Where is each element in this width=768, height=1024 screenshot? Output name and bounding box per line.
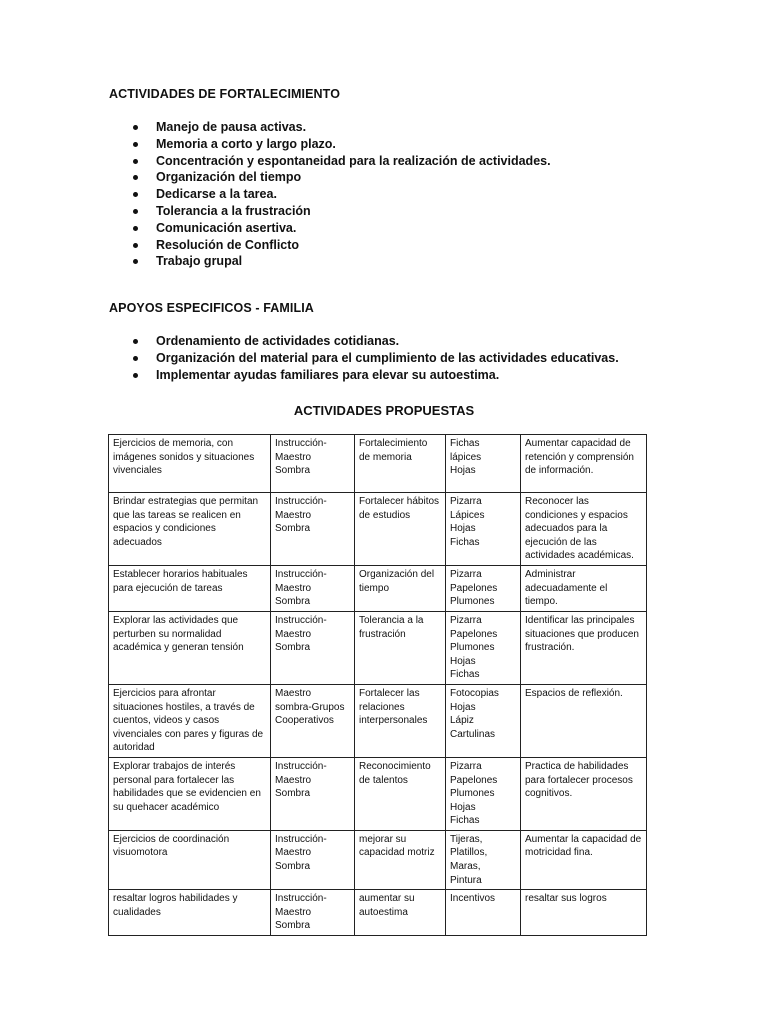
cell-line: Ejercicios de coordinación visuomotora — [113, 833, 230, 859]
section-title-apoyos-familia: APOYOS ESPECIFICOS - FAMILIA — [109, 301, 314, 315]
list-item — [109, 333, 619, 350]
activity-cell — [109, 565, 271, 611]
list-item-text: Comunicación asertiva. — [156, 220, 297, 235]
cell-line: Papelones — [450, 774, 498, 786]
cell-line: Tolerancia a la frustración — [359, 614, 424, 640]
cell-line: Fichas — [450, 815, 480, 827]
table-row — [109, 493, 647, 566]
modality-cell — [271, 611, 355, 684]
bullet-icon — [133, 125, 138, 130]
cell-line: Sombra — [275, 465, 311, 477]
expected-outcome-cell — [521, 435, 647, 493]
list-item-text: Dedicarse a la tarea. — [156, 187, 277, 202]
table-row — [109, 565, 647, 611]
cell-line: Instrucción- — [275, 833, 327, 845]
cell-line: Ejercicios para afrontar situaciones hostiles, a través de cuentos, videos y casos vivenciales con pares y figuras de autoridad — [113, 687, 264, 754]
cell-line: Instrucción- — [275, 496, 327, 507]
cell-line: Ejercicios de memoria, con imágenes sonidos y situaciones vivenciales — [113, 438, 255, 477]
table-row — [109, 890, 647, 936]
cell-line: Hojas — [450, 801, 476, 813]
expected-outcome-cell — [521, 611, 647, 684]
list-item — [109, 350, 619, 367]
cell-line: Reconocer las condiciones y espacios adecuados para la ejecución de las actividades académicas. — [525, 496, 634, 562]
objective-cell — [355, 757, 446, 830]
cell-line: Fortalecer las relaciones interpersonales — [359, 687, 428, 727]
cell-line: Pizarra — [450, 568, 482, 580]
objective-cell — [355, 830, 446, 889]
cell-line: Fichas — [450, 669, 480, 681]
cell-line: Hojas — [450, 523, 476, 535]
bullet-icon — [133, 159, 138, 164]
cell-line: Administrar adecuadamente el tiempo. — [525, 568, 608, 608]
cell-line: Practica de habilidades para fortalecer procesos cognitivos. — [525, 760, 633, 800]
modality-cell — [271, 830, 355, 889]
list-item — [109, 220, 551, 237]
cell-line: Instrucción- — [275, 760, 327, 772]
bullet-icon — [133, 226, 138, 231]
materials-cell — [446, 684, 521, 757]
bullet-icon — [133, 259, 138, 264]
cell-line: Identificar las principales situaciones que producen frustración. — [525, 614, 639, 654]
cell-line: resaltar sus logros — [525, 893, 607, 905]
table-row — [109, 435, 647, 493]
cell-line: Aumentar la capacidad de motricidad fina. — [525, 833, 642, 859]
fortalecimiento-list — [109, 119, 551, 270]
cell-line: Incentivos — [450, 893, 496, 905]
table-row — [109, 757, 647, 830]
expected-outcome-cell — [521, 830, 647, 889]
cell-line: Maestro — [275, 847, 312, 859]
cell-line: mejorar su capacidad motriz — [359, 833, 435, 859]
cell-line: Sombra — [275, 788, 311, 800]
list-item — [109, 169, 551, 186]
table-title: ACTIVIDADES PROPUESTAS — [293, 403, 475, 418]
modality-cell — [271, 684, 355, 757]
bullet-icon — [133, 142, 138, 147]
cell-line: Maras, — [450, 861, 481, 873]
expected-outcome-cell — [521, 493, 647, 566]
bullet-icon — [133, 192, 138, 197]
expected-outcome-cell — [521, 757, 647, 830]
modality-cell — [271, 435, 355, 493]
section-title-fortalecimiento: ACTIVIDADES DE FORTALECIMIENTO — [109, 87, 341, 101]
list-item — [109, 153, 551, 170]
cell-line: lápices — [450, 451, 482, 463]
bullet-icon — [133, 243, 138, 248]
objective-cell — [355, 890, 446, 936]
list-item — [109, 186, 551, 203]
cell-line: Maestro — [275, 509, 312, 521]
cell-line: Platillos, — [450, 847, 488, 859]
expected-outcome-cell — [521, 684, 647, 757]
cell-line: Maestro — [275, 628, 312, 640]
cell-line: Fortalecer hábitos de estudios — [359, 496, 440, 521]
cell-line: Pizarra — [450, 760, 482, 772]
activity-cell — [109, 757, 271, 830]
list-item — [109, 367, 619, 384]
list-item-text: Ordenamiento de actividades cotidianas. — [156, 334, 400, 348]
cell-line: Lápices — [450, 509, 485, 521]
list-item-text: Organización del tiempo — [156, 170, 302, 185]
cell-line: Papelones — [450, 582, 498, 594]
cell-line: Pizarra — [450, 496, 482, 507]
cell-line: Organización del tiempo — [359, 568, 435, 594]
cell-line: Tijeras, — [450, 833, 483, 845]
expected-outcome-cell — [521, 890, 647, 936]
cell-line: Explorar trabajos de interés personal para fortalecer las habilidades que se evidencien en su quehacer académico — [113, 760, 261, 813]
bullet-icon — [133, 373, 138, 378]
cell-line: Pintura — [450, 874, 482, 886]
modality-cell — [271, 493, 355, 566]
bullet-icon — [133, 209, 138, 214]
cell-line: Plumones — [450, 642, 495, 654]
expected-outcome-cell — [521, 565, 647, 611]
cell-line: Fichas — [450, 438, 480, 449]
list-item-text: Implementar ayudas familiares para elevar su autoestima. — [156, 367, 500, 382]
cell-line: Pizarra — [450, 614, 482, 626]
cell-line: Aumentar capacidad de retención y comprensión de información. — [525, 438, 634, 477]
objective-cell — [355, 684, 446, 757]
activities-table — [108, 434, 647, 936]
cell-line: Cartulinas — [450, 728, 496, 740]
cell-line: Fotocopias — [450, 687, 499, 699]
objective-cell — [355, 611, 446, 684]
cell-line: Instrucción- — [275, 614, 327, 626]
cell-line: Hojas — [450, 701, 476, 713]
bullet-icon — [133, 175, 138, 180]
activity-cell — [109, 890, 271, 936]
objective-cell — [355, 493, 446, 566]
cell-line: Establecer horarios habituales para ejecución de tareas — [113, 568, 248, 594]
modality-cell — [271, 565, 355, 611]
table-row — [109, 611, 647, 684]
materials-cell — [446, 435, 521, 493]
objective-cell — [355, 565, 446, 611]
list-item-text: Memoria a corto y largo plazo. — [156, 136, 336, 151]
cell-line: Plumones — [450, 596, 495, 608]
activity-cell — [109, 684, 271, 757]
modality-cell — [271, 890, 355, 936]
cell-line: Sombra — [275, 920, 311, 932]
cell-line: Brindar estrategias que permitan que las tareas se realicen en espacios y condiciones adecuados — [113, 496, 259, 548]
cell-line: Fortalecimiento de memoria — [359, 438, 428, 463]
objective-cell — [355, 435, 446, 493]
cell-line: Hojas — [450, 655, 476, 667]
cell-line: Plumones — [450, 788, 495, 800]
list-item — [109, 237, 551, 254]
table-row — [109, 830, 647, 889]
cell-line: Maestro — [275, 582, 312, 594]
cell-line: Instrucción- — [275, 438, 327, 449]
materials-cell — [446, 611, 521, 684]
list-item-text: Manejo de pausa activas. — [156, 120, 307, 134]
activity-cell — [109, 435, 271, 493]
list-item — [109, 203, 551, 220]
cell-line: Instrucción- — [275, 893, 327, 905]
list-item-text: Resolución de Conflicto — [156, 237, 300, 252]
cell-line: Instrucción- — [275, 568, 327, 580]
materials-cell — [446, 565, 521, 611]
list-item — [109, 119, 551, 136]
cell-line: resaltar logros habilidades y cualidades — [113, 893, 238, 918]
activity-cell — [109, 611, 271, 684]
bullet-icon — [133, 339, 138, 344]
cell-line: Maestro sombra-Grupos Cooperativos — [275, 687, 345, 727]
cell-line: Reconocimiento de talentos — [359, 760, 431, 786]
list-item — [109, 253, 551, 270]
table-row — [109, 684, 647, 757]
materials-cell — [446, 830, 521, 889]
cell-line: Sombra — [275, 642, 311, 654]
materials-cell — [446, 757, 521, 830]
list-item-text: Organización del material para el cumplimiento de las actividades educativas. — [156, 350, 619, 365]
activity-cell — [109, 830, 271, 889]
activity-cell — [109, 493, 271, 566]
cell-line: Hojas — [450, 465, 476, 477]
cell-line: Espacios de reflexión. — [525, 687, 623, 699]
modality-cell — [271, 757, 355, 830]
list-item-text: Trabajo grupal — [156, 254, 243, 269]
materials-cell — [446, 890, 521, 936]
cell-line: Maestro — [275, 774, 312, 786]
cell-line: aumentar su autoestima — [359, 893, 415, 918]
cell-line: Sombra — [275, 523, 311, 535]
list-item-text: Concentración y espontaneidad para la realización de actividades. — [156, 153, 551, 168]
cell-line: Maestro — [275, 451, 312, 463]
list-item — [109, 136, 551, 153]
cell-line: Sombra — [275, 596, 311, 608]
cell-line: Fichas — [450, 536, 480, 548]
cell-line: Explorar las actividades que perturben su normalidad académica y generan tensión — [113, 614, 244, 654]
cell-line: Sombra — [275, 861, 311, 873]
cell-line: Lápiz — [450, 715, 474, 727]
materials-cell — [446, 493, 521, 566]
bullet-icon — [133, 356, 138, 361]
cell-line: Maestro — [275, 906, 312, 918]
cell-line: Papelones — [450, 628, 498, 640]
list-item-text: Tolerancia a la frustración — [156, 203, 311, 218]
apoyos-familia-list — [109, 333, 619, 383]
